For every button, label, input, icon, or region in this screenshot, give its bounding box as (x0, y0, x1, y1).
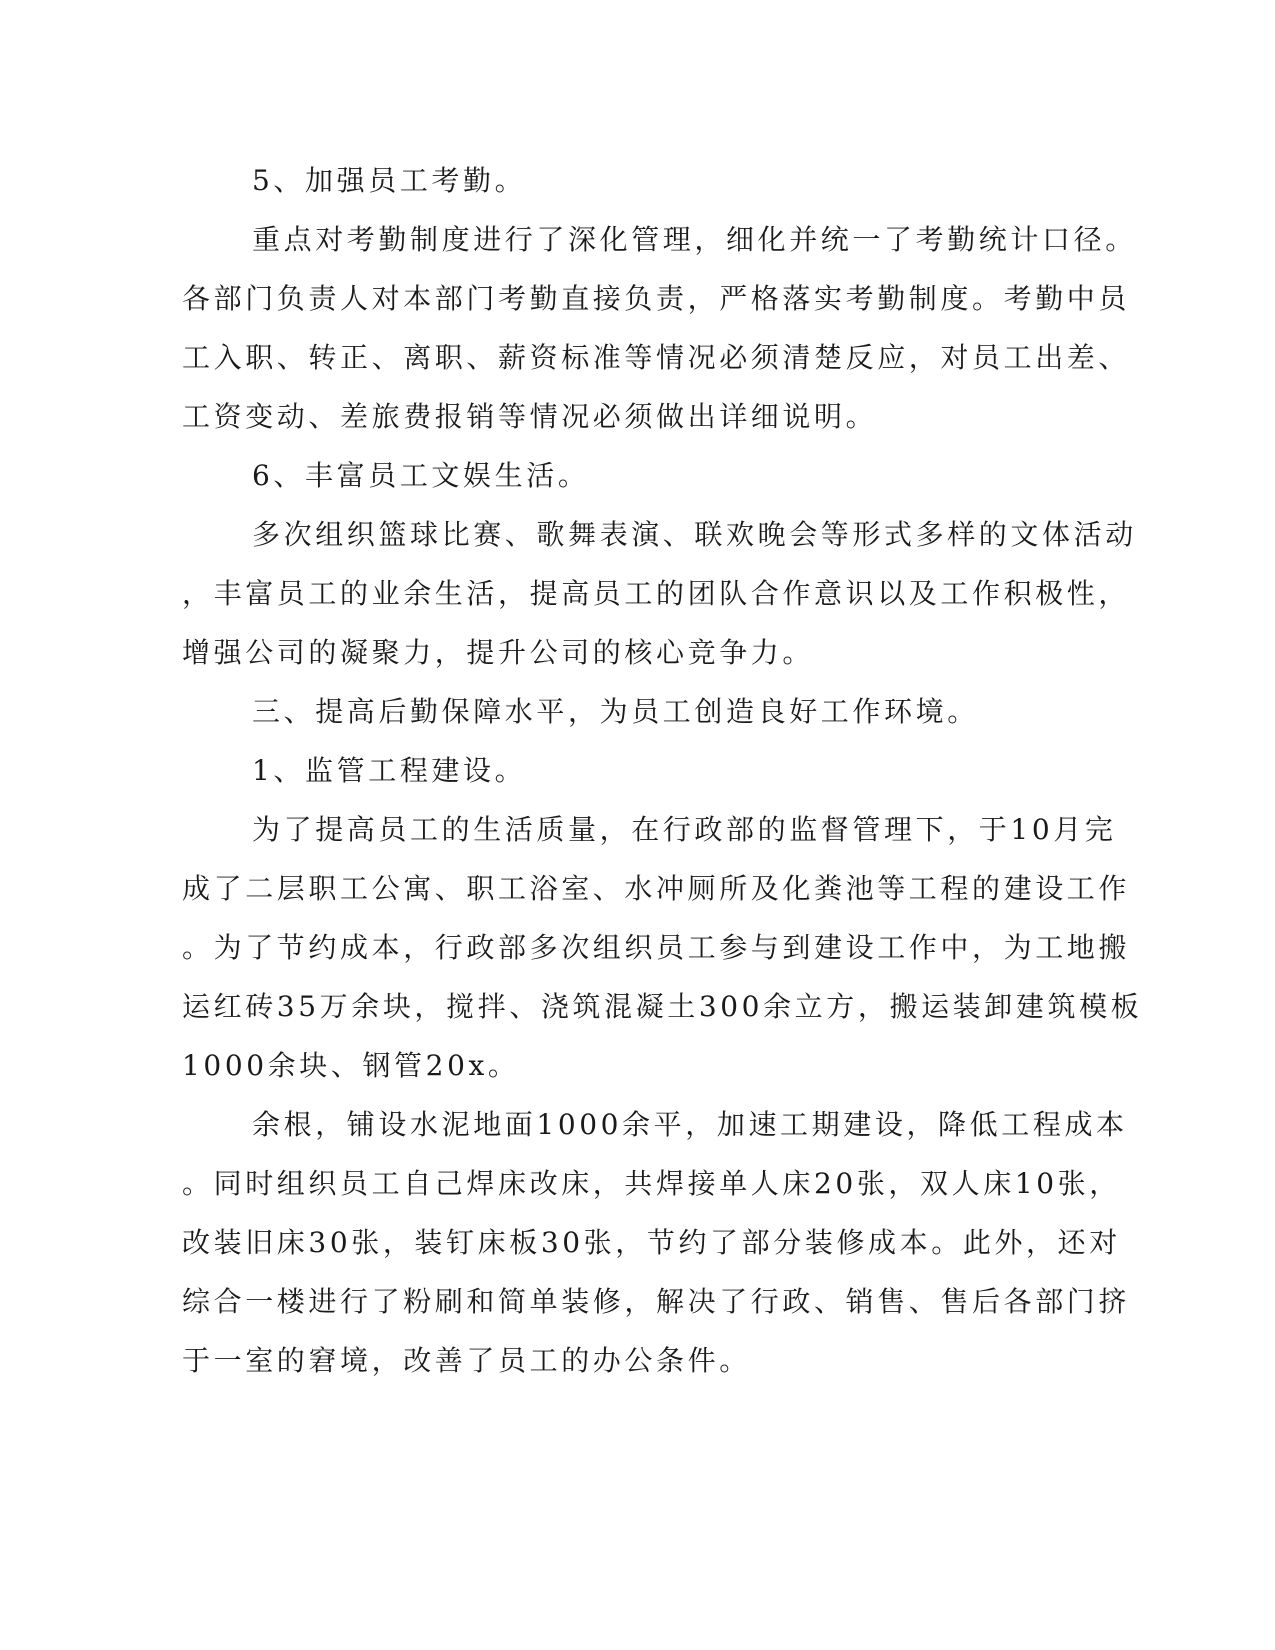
section-heading-leisure: 6、丰富员工文娱生活。 (252, 459, 590, 492)
paragraph-line: 综合一楼进行了粉刷和简单装修，解决了行政、销售、售后各部门挤 (182, 1285, 1131, 1318)
paragraph-line: 运红砖35万余块，搅拌、浇筑混凝土300余立方，搬运装卸建筑模板 (182, 990, 1143, 1023)
paragraph-line: 于一室的窘境，改善了员工的办公条件。 (182, 1344, 751, 1377)
paragraph-line: 。同时组织员工自己焊床改床，共焊接单人床20张，双人床10张， (182, 1167, 1121, 1200)
paragraph-line: 。为了节约成本，行政部多次组织员工参与到建设工作中，为工地搬 (182, 931, 1131, 964)
paragraph-line: 工入职、转正、离职、薪资标准等情况必须清楚反应，对员工出差、 (182, 341, 1131, 374)
section-heading-construction: 1、监管工程建设。 (252, 754, 527, 787)
chapter-heading-logistics: 三、提高后勤保障水平，为员工创造良好工作环境。 (252, 695, 979, 728)
paragraph-line: 改装旧床30张，装钉床板30张，节约了部分装修成本。此外，还对 (182, 1226, 1121, 1259)
paragraph-line: 多次组织篮球比赛、歌舞表演、联欢晚会等形式多样的文体活动 (252, 518, 1137, 551)
paragraph-line: 各部门负责人对本部门考勤直接负责，严格落实考勤制度。考勤中员 (182, 282, 1131, 315)
section-heading-attendance: 5、加强员工考勤。 (252, 164, 527, 197)
paragraph-line: ，丰富员工的业余生活，提高员工的团队合作意识以及工作积极性， (182, 577, 1131, 610)
paragraph-line: 为了提高员工的生活质量，在行政部的监督管理下，于10月完 (252, 813, 1117, 846)
paragraph-line: 增强公司的凝聚力，提升公司的核心竞争力。 (182, 636, 815, 669)
paragraph-line: 重点对考勤制度进行了深化管理，细化并统一了考勤统计口径。 (252, 223, 1137, 256)
paragraph-line: 工资变动、差旅费报销等情况必须做出详细说明。 (182, 400, 878, 433)
paragraph-line: 1000余块、钢管20x。 (182, 1049, 520, 1082)
paragraph-line: 成了二层职工公寓、职工浴室、水冲厕所及化粪池等工程的建设工作 (182, 872, 1131, 905)
paragraph-line: 余根，铺设水泥地面1000余平，加速工期建设，降低工程成本 (252, 1108, 1128, 1141)
